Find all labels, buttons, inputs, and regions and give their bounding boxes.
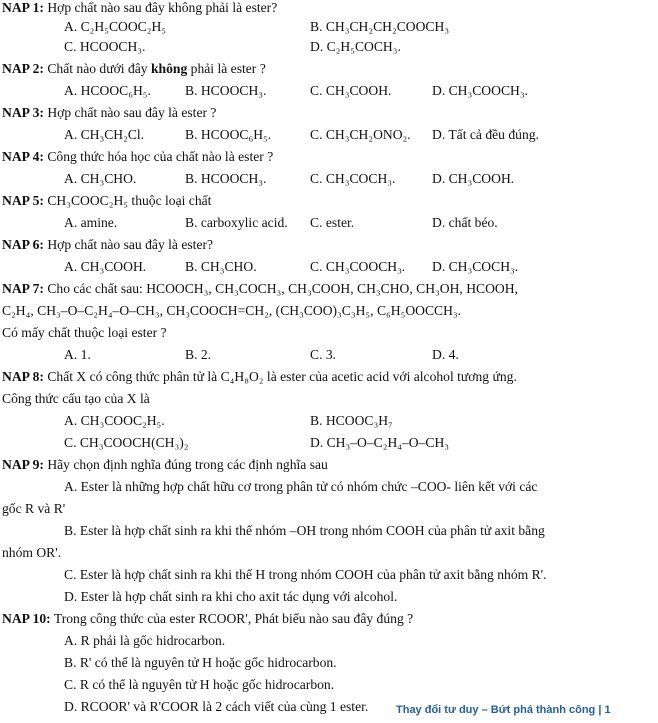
option-d: D. CH₃–O–C₂H₄–O–CH₃ [310,435,450,450]
question-1 [2,0,658,17]
q10-option-c: C. R có thể là nguyên tử H hoặc gốc hidrocarbon. [64,677,335,692]
option-c: C. CH₃COOCH₃. [310,259,406,274]
page-footer: Thay đổi tư duy – Bứt phá thành công | 1 [396,704,611,716]
question-text-post: phải là ester ? [187,61,266,76]
question-text: Hợp chất nào sau đây là ester? [47,237,214,252]
option-c: C. CH₃COCH₃. [310,171,396,186]
question-7 [2,279,658,298]
question-label: NAP 3: [2,105,44,120]
option-a: A. CH₃COOH. [64,259,147,274]
option-d: D. Tất cả đều đúng. [432,127,539,142]
option-a: A. amine. [64,215,118,230]
option-b: B. HCOOCH₃. [185,171,267,186]
option-d: D. chất béo. [432,215,498,230]
question-text: CH₃COOC₂H₅ thuộc loại chất [47,193,212,208]
option-c: C. 3. [310,347,337,362]
option-d: D. CH₃COOCH₃. [432,83,528,98]
question-label: NAP 1: [2,0,44,15]
question-7-line3: Có mấy chất thuộc loại ester ? [2,325,167,340]
question-text: Trong công thức của ester RCOOR', Phát biểu nào sau đây đúng ? [53,611,414,626]
question-2 [2,59,658,78]
option-d: D. 4. [432,347,459,362]
q9-option-d: D. Ester là hợp chất sinh ra khi cho axit tác dụng với alcohol. [64,589,398,604]
q9-option-a-line1: A. Ester là những hợp chất hữu cơ trong phân tử có nhóm chức –COO- liên kết với các [64,479,538,494]
question-label: NAP 7: [2,281,44,296]
question-label: NAP 2: [2,61,44,76]
option-b: B. HCOOC₆H₅. [185,127,272,142]
option-d: D. C₂H₅COCH₃. [310,39,401,54]
question-8-line2: Công thức cấu tạo của X là [2,391,150,406]
option-b: B. CH₃CHO. [185,259,257,274]
question-label: NAP 10: [2,611,51,626]
question-10 [2,609,658,628]
option-c: C. CH₃COOCH(CH₃)₂ [64,435,189,450]
question-text: Hãy chọn định nghĩa đúng trong các định nghĩa sau [47,457,328,472]
question-text: Cho các chất sau: HCOOCH₃, CH₃COCH₃, CH₃COOH, CH₃CHO, CH₃OH, HCOOH, [47,281,518,296]
question-7-line2: C₂H₄, CH₃–O–C₂H₄–O–CH₃, CH₃COOCH=CH₂, (CH₃COO)₃C₃H₅, C₆H₅OOCCH₃. [2,303,462,318]
question-8 [2,367,658,386]
q9-option-c: C. Ester là hợp chất sinh ra khi thế H trong nhóm COOH của phân tử axit bằng nhóm R'. [64,567,547,582]
question-3 [2,103,658,122]
option-a: A. CH₃CHO. [64,171,137,186]
q10-option-b: B. R' có thể là nguyên tử H hoặc gốc hidrocarbon. [64,655,337,670]
option-d: D. CH₃COCH₃. [432,259,519,274]
option-b: B. CH₃CH₂CH₂COOCH₃ [310,19,450,34]
option-a: A. HCOOC₆H₅. [64,83,151,98]
option-b: B. carboxylic acid. [185,215,288,230]
option-c: C. CH₃CH₂ONO₂. [310,127,411,142]
question-5 [2,191,658,210]
question-9 [2,455,658,474]
option-c: C. ester. [310,215,355,230]
question-text: Hợp chất nào sau đây là ester ? [47,105,217,120]
option-c: C. HCOOCH₃. [64,39,146,54]
q10-option-a: A. R phải là gốc hidrocarbon. [64,633,226,648]
question-4 [2,147,658,166]
q9-option-b-line1: B. Ester là hợp chất sinh ra khi thế nhóm –OH trong nhóm COOH của phân tử axit bằng [64,523,545,538]
option-c: C. CH₃COOH. [310,83,392,98]
question-text: Chất X có công thức phân tử là C₄H₈O₂ là ester của acetic acid với alcohol tương ứng. [47,369,517,384]
option-a: A. CH₃COOC₂H₅. [64,413,165,428]
question-label: NAP 9: [2,457,44,472]
q9-option-b-line2: nhóm OR'. [2,545,62,560]
question-text: Hợp chất nào sau đây không phải là ester? [47,0,278,15]
option-b: B. HCOOC₃H₇ [310,413,393,428]
question-text-pre: Chất nào dưới đây [47,61,151,76]
option-a: A. C₂H₅COOC₂H₅ [64,19,167,34]
option-a: A. 1. [64,347,91,362]
question-label: NAP 8: [2,369,44,384]
option-a: A. CH₃CH₂Cl. [64,127,145,142]
question-text-emphasis: không [150,61,188,76]
question-label: NAP 6: [2,237,44,252]
q9-option-a-line2: gốc R và R' [2,501,66,516]
q10-option-d: D. RCOOR' và R'COOR là 2 cách viết của cùng 1 ester. [64,699,369,714]
question-6 [2,235,658,254]
option-d: D. CH₃COOH. [432,171,515,186]
option-b: B. HCOOCH₃. [185,83,267,98]
option-b: B. 2. [185,347,212,362]
question-text: Công thức hóa học của chất nào là ester ? [47,149,274,164]
question-label: NAP 5: [2,193,44,208]
question-label: NAP 4: [2,149,44,164]
